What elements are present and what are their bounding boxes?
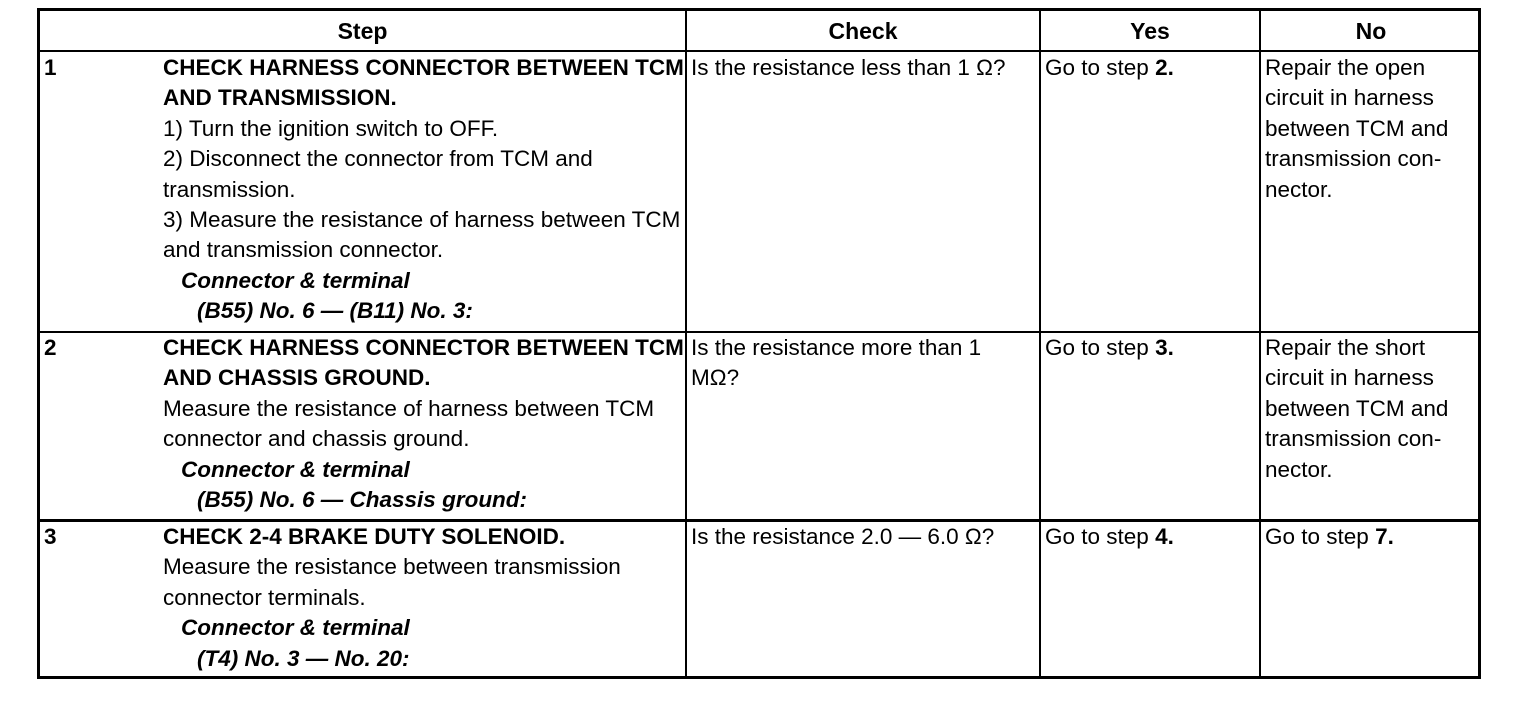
header-check: Check <box>828 18 898 44</box>
connector-terminal-label: Connector & terminal <box>181 456 410 482</box>
connector-terminal-value: (T4) No. 3 — No. 20: <box>197 645 410 671</box>
yes-step-number: 3. <box>1155 335 1174 360</box>
yes-text: Go to step <box>1045 55 1156 80</box>
check-question: Is the resistance more than 1 MΩ? <box>691 335 982 391</box>
step-title: CHECK HARNESS CONNECTOR BETWEEN TCM AND CHASSIS GROUND. <box>163 335 684 391</box>
instruction: 3) Measure the resistance of harness between TCM and transmission connector. <box>163 207 681 263</box>
step-number: 3 <box>44 524 57 549</box>
check-question: Is the resistance less than 1 Ω? <box>691 55 1006 80</box>
header-no: No <box>1355 18 1387 44</box>
step-title: CHECK 2-4 BRAKE DUTY SOLENOID. <box>163 524 566 549</box>
header-yes: Yes <box>1130 18 1170 44</box>
instruction: 1) Turn the ignition switch to OFF. <box>163 115 499 141</box>
instruction: 2) Disconnect the connector from TCM and transmission. <box>163 146 593 202</box>
no-action: Repair the open circuit in harness between TCM and transmission con-nector. <box>1265 55 1449 202</box>
step-description <box>163 522 685 674</box>
no-action <box>1265 522 1479 552</box>
column-divider <box>1259 11 1261 676</box>
connector-terminal-value: (B55) No. 6 — (B11) No. 3: <box>197 298 473 324</box>
connector-terminal-value: (B55) No. 6 — Chassis ground: <box>197 487 528 513</box>
no-action: Repair the short circuit in harness between TCM and transmission con-nector. <box>1265 335 1449 482</box>
step-description <box>163 53 685 327</box>
step-number: 2 <box>44 335 57 360</box>
header-step: Step <box>337 18 388 44</box>
step-number: 1 <box>44 55 57 80</box>
step-title: CHECK HARNESS CONNECTOR BETWEEN TCM AND TRANSMISSION. <box>163 55 684 111</box>
yes-action <box>1045 53 1255 83</box>
yes-text: Go to step <box>1045 524 1156 549</box>
yes-step-number: 4. <box>1155 524 1174 549</box>
column-divider <box>685 11 687 676</box>
yes-action <box>1045 333 1255 363</box>
yes-step-number: 2. <box>1155 55 1174 80</box>
no-text: Go to step <box>1265 524 1376 549</box>
yes-text: Go to step <box>1045 335 1156 360</box>
instruction: Measure the resistance of harness between TCM connector and chassis ground. <box>163 395 655 452</box>
diagnostic-table <box>37 8 1481 679</box>
no-step-number: 7. <box>1375 524 1394 549</box>
connector-terminal-label: Connector & terminal <box>181 615 410 641</box>
column-divider <box>1039 11 1041 676</box>
step-description <box>163 333 685 515</box>
check-question: Is the resistance 2.0 — 6.0 Ω? <box>691 524 995 549</box>
yes-action <box>1045 522 1255 552</box>
instruction: Measure the resistance between transmission connector terminals. <box>163 554 621 610</box>
connector-terminal-label: Connector & terminal <box>181 267 410 293</box>
